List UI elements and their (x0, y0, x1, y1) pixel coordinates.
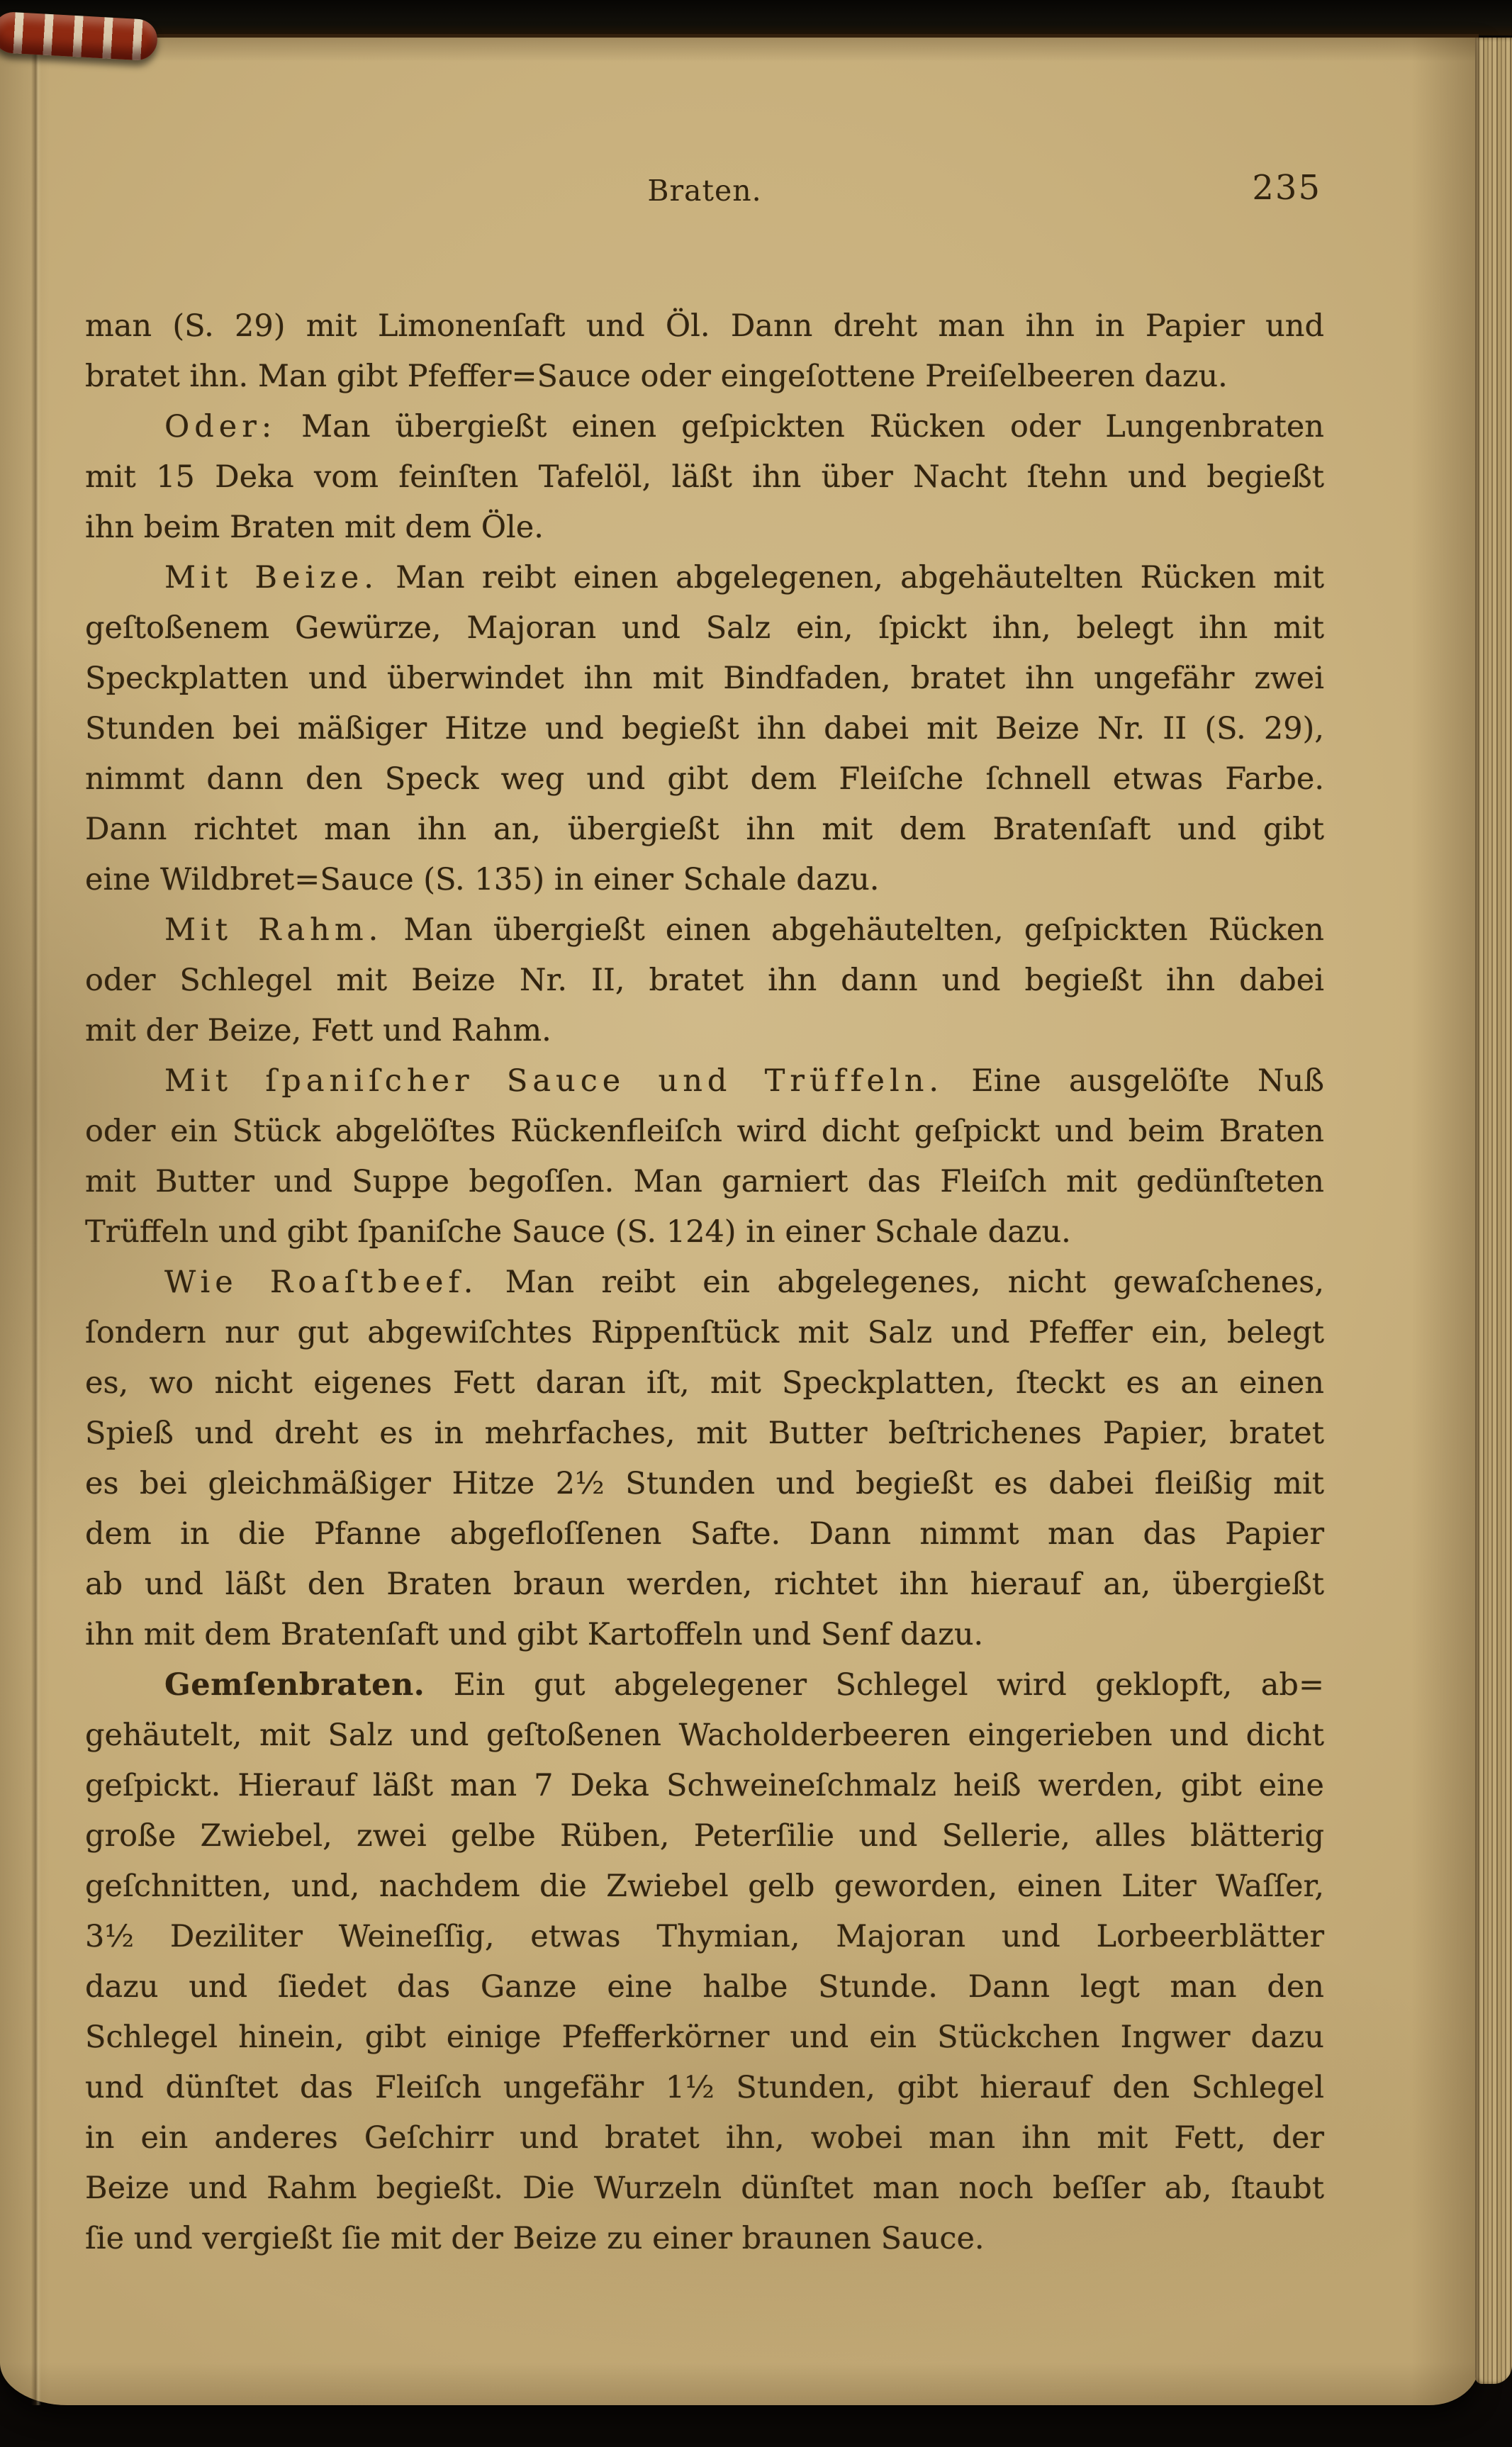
text-segment: geſtoßenem Gewürze, Majoran und Salz ein, ſpickt ihn, belegt ihn mit (85, 610, 1324, 646)
binding-shadow-band (0, 0, 1512, 35)
text-segment: Man reibt ein abgelegenes, nicht gewaſchenes, (478, 1265, 1324, 1300)
text-segment: Man übergießt einen geſpickten Rücken oder Lungenbraten (276, 409, 1324, 444)
paragraph (85, 1056, 1324, 1258)
text-line (85, 352, 1324, 402)
text-segment: Man übergießt einen abgehäutelten, geſpickten Rücken (383, 912, 1324, 948)
text-segment: ihn mit dem Bratenſaft und gibt Kartoffeln und Senf dazu. (85, 1617, 984, 1652)
text-segment: Trüffeln und gibt ſpaniſche Sauce (S. 124) in einer Schale dazu. (85, 1214, 1071, 1250)
text-line (85, 603, 1324, 654)
page-number: 235 (1252, 168, 1321, 208)
text-segment: nimmt dann den Speck weg und gibt dem Fleiſche ſchnell etwas Farbe. (85, 761, 1324, 797)
paragraph (85, 301, 1324, 402)
text-line (85, 905, 1324, 956)
text-line (85, 2214, 1324, 2264)
text-segment: es bei gleichmäßiger Hitze 2½ Stunden und begießt es dabei fleißig mit (85, 1466, 1324, 1501)
text-line (85, 1509, 1324, 1560)
recipe-heading: Wie Roaſtbeef. (164, 1265, 478, 1300)
text-line (85, 452, 1324, 503)
paragraph (85, 1258, 1324, 1660)
text-line (85, 805, 1324, 855)
text-segment: Beize und Rahm begießt. Die Wurzeln dünſtet man noch beſſer ab, ſtaubt (85, 2171, 1324, 2206)
text-segment: Ein gut abgelegener Schlegel wird geklopft, ab= (425, 1667, 1324, 1703)
headband (0, 11, 158, 62)
text-line (85, 1610, 1324, 1660)
text-segment: man (S. 29) mit Limonenſaft und Öl. Dann dreht man ihn in Papier und (85, 308, 1324, 344)
text-segment: ab und läßt den Braten braun werden, richtet ihn hierauf an, übergießt (85, 1567, 1324, 1602)
text-line (85, 754, 1324, 805)
paragraph (85, 1660, 1324, 2264)
text-segment: dem in die Pfanne abgefloſſenen Safte. Dann nimmt man das Papier (85, 1516, 1324, 1552)
text-segment: Stunden bei mäßiger Hitze und begießt ihn dabei mit Beize Nr. II (S. 29), (85, 711, 1324, 746)
text-line (85, 1006, 1324, 1056)
recipe-heading: Mit Rahm. (164, 912, 383, 948)
text-segment: bratet ihn. Man gibt Pfeffer=Sauce oder eingeſottene Preiſelbeeren dazu. (85, 359, 1228, 394)
text-block (85, 301, 1324, 2264)
text-line (85, 1811, 1324, 1861)
text-line (85, 1409, 1324, 1459)
text-segment: in ein anderes Geſchirr und bratet ihn, wobei man ihn mit Fett, der (85, 2120, 1324, 2156)
text-segment: oder ein Stück abgelöſtes Rückenfleiſch wird dicht geſpickt und beim Braten (85, 1114, 1324, 1149)
text-line (85, 2113, 1324, 2163)
paragraph (85, 402, 1324, 553)
running-header (85, 168, 1324, 230)
text-segment: Spieß und dreht es in mehrfaches, mit Butter beſtrichenes Papier, bratet (85, 1416, 1324, 1451)
text-segment: dazu und ſiedet das Ganze eine halbe Stunde. Dann legt man den (85, 1969, 1324, 2005)
text-line (85, 1157, 1324, 1207)
text-segment: Schlegel hinein, gibt einige Pfefferkörner und ein Stückchen Ingwer dazu (85, 2020, 1324, 2055)
text-segment: Speckplatten und überwindet ihn mit Bindfaden, bratet ihn ungefähr zwei (85, 661, 1324, 696)
text-line (85, 2012, 1324, 2063)
text-line (85, 503, 1324, 553)
text-segment: es, wo nicht eigenes Fett daran iſt, mit Speckplatten, ſteckt es an einen (85, 1365, 1324, 1401)
text-line (85, 1358, 1324, 1409)
text-segment: Dann richtet man ihn an, übergießt ihn mit dem Bratenſaft und gibt (85, 812, 1324, 847)
text-line (85, 402, 1324, 452)
text-line (85, 1962, 1324, 2012)
text-line (85, 1308, 1324, 1358)
stacked-page-edges (1475, 38, 1512, 2384)
text-line (85, 1912, 1324, 1962)
recipe-heading: Mit ſpaniſcher Sauce und Trüffeln. (164, 1063, 944, 1099)
text-line (85, 704, 1324, 754)
text-segment: große Zwiebel, zwei gelbe Rüben, Peterſilie und Sellerie, alles blätterig (85, 1818, 1324, 1854)
text-line (85, 1710, 1324, 1761)
text-segment: ſondern nur gut abgewiſchtes Rippenſtück mit Salz und Pfeffer ein, belegt (85, 1315, 1324, 1350)
text-segment: geſchnitten, und, nachdem die Zwiebel gelb geworden, einen Liter Waſſer, (85, 1869, 1324, 1904)
text-line (85, 1056, 1324, 1107)
text-segment: ſie und vergießt ſie mit der Beize zu einer braunen Sauce. (85, 2221, 985, 2256)
text-line (85, 1560, 1324, 1610)
text-segment: ihn beim Braten mit dem Öle. (85, 510, 544, 545)
text-line (85, 1761, 1324, 1811)
text-segment: mit Butter und Suppe begoſſen. Man garniert das Fleiſch mit gedünſteten (85, 1164, 1324, 1199)
text-segment: oder Schlegel mit Beize Nr. II, bratet ihn dann und begießt ihn dabei (85, 963, 1324, 998)
recipe-heading: Oder: (164, 409, 277, 444)
text-line (85, 2163, 1324, 2214)
recipe-heading: Mit Beize. (164, 560, 379, 595)
page-title: Braten. (647, 174, 762, 208)
text-segment: eine Wildbret=Sauce (S. 135) in einer Schale dazu. (85, 862, 880, 897)
text-segment: gehäutelt, mit Salz und geſtoßenen Wacholderbeeren eingerieben und dicht (85, 1718, 1324, 1753)
text-line (85, 1861, 1324, 1912)
text-segment: mit der Beize, Fett und Rahm. (85, 1013, 551, 1048)
text-segment: Eine ausgelöſte Nuß (943, 1063, 1324, 1099)
gutter-crease (31, 38, 41, 2405)
paragraph (85, 553, 1324, 905)
text-line (85, 855, 1324, 905)
book-page (0, 34, 1479, 2405)
text-segment: Man reibt einen abgelegenen, abgehäutelten Rücken mit (378, 560, 1324, 595)
text-line (85, 301, 1324, 352)
text-segment: 3½ Deziliter Weineſſig, etwas Thymian, Majoran und Lorbeerblätter (85, 1919, 1324, 1954)
text-line (85, 1258, 1324, 1308)
text-segment: geſpickt. Hierauf läßt man 7 Deka Schweineſchmalz heiß werden, gibt eine (85, 1768, 1324, 1803)
text-line (85, 1660, 1324, 1710)
text-line (85, 553, 1324, 603)
text-line (85, 654, 1324, 704)
recipe-heading: Gemſenbraten. (164, 1667, 425, 1703)
text-line (85, 956, 1324, 1006)
text-line (85, 1459, 1324, 1509)
text-segment: mit 15 Deka vom feinſten Tafelöl, läßt ihn über Nacht ſtehn und begießt (85, 459, 1324, 495)
paragraph (85, 905, 1324, 1056)
text-line (85, 1107, 1324, 1157)
text-segment: und dünſtet das Fleiſch ungefähr 1½ Stunden, gibt hierauf den Schlegel (85, 2070, 1324, 2105)
text-line (85, 2063, 1324, 2113)
text-line (85, 1207, 1324, 1258)
